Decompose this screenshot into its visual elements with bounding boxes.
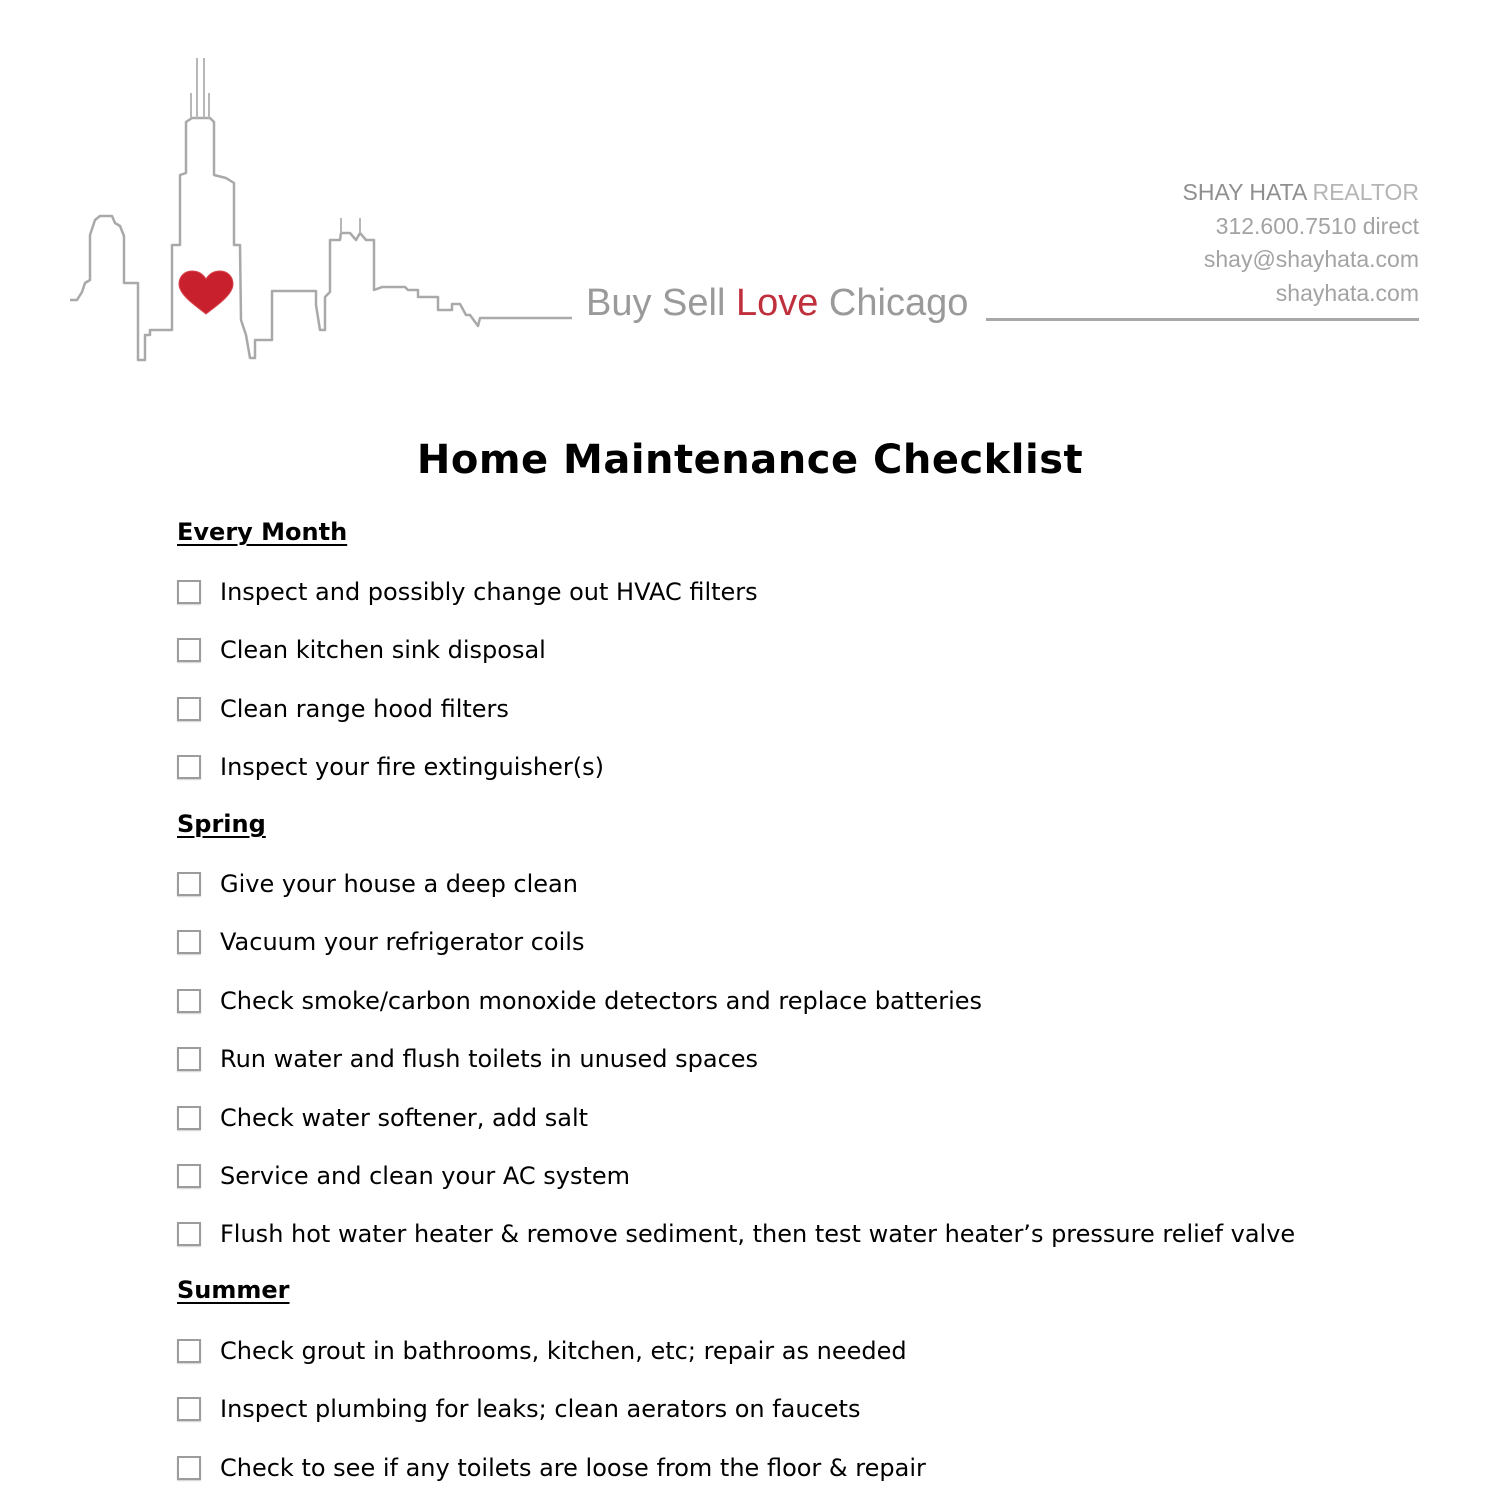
checklist-item[interactable] — [177, 1392, 860, 1426]
checkbox-icon[interactable] — [177, 989, 201, 1013]
checkbox-icon[interactable] — [177, 755, 201, 779]
checklist-item[interactable] — [177, 984, 982, 1018]
checklist-item-label: Flush hot water heater & remove sediment, then test water heater’s pressure relief valve — [220, 1220, 1296, 1249]
checklist-item[interactable] — [177, 750, 604, 784]
checkbox-icon[interactable] — [177, 1222, 201, 1246]
tagline-buy-sell: Buy Sell — [586, 282, 736, 324]
checkbox-icon[interactable] — [177, 1456, 201, 1480]
contact-email: shay@shayhata.com — [1203, 246, 1419, 272]
contact-phone: 312.600.7510 direct — [1215, 212, 1419, 239]
checklist-item[interactable] — [177, 1042, 758, 1076]
letterhead-rule — [986, 318, 1419, 321]
checklist-item-label: Clean range hood filters — [220, 694, 509, 723]
page-title: Home Maintenance Checklist — [416, 437, 1084, 483]
checklist-item-label: Clean kitchen sink disposal — [220, 636, 546, 665]
section-heading: Spring — [177, 810, 266, 838]
checklist-item[interactable] — [177, 1101, 588, 1135]
checklist-item[interactable] — [177, 1451, 926, 1485]
checklist-item[interactable] — [177, 575, 758, 609]
checklist-item[interactable] — [177, 1217, 1295, 1251]
checklist-item-label: Check to see if any toilets are loose from the floor & repair — [220, 1453, 926, 1482]
checklist-item[interactable] — [177, 925, 584, 959]
tagline — [586, 282, 968, 325]
heart-icon — [179, 271, 233, 314]
checklist-item-label: Inspect and possibly change out HVAC filters — [220, 578, 758, 606]
checklist-item-label: Service and clean your AC system — [220, 1162, 631, 1190]
checklist-item[interactable] — [177, 1159, 630, 1193]
checkbox-icon[interactable] — [177, 1047, 201, 1071]
checklist-item-label: Check grout in bathrooms, kitchen, etc; repair as needed — [220, 1337, 907, 1365]
tagline-love: Love — [735, 282, 819, 324]
contact-name: SHAY HATA — [1182, 179, 1307, 205]
checkbox-icon[interactable] — [177, 697, 201, 721]
letterhead — [0, 0, 1500, 400]
checkbox-icon[interactable] — [177, 580, 201, 604]
checklist-item-label: Inspect your fire extinguisher(s) — [220, 753, 604, 782]
checklist-item-label: Check smoke/carbon monoxide detectors and replace batteries — [220, 986, 983, 1015]
section-heading: Summer — [177, 1276, 290, 1304]
checkbox-icon[interactable] — [177, 930, 201, 954]
checklist-item-label: Check water softener, add salt — [220, 1103, 589, 1132]
tagline-chicago: Chicago — [818, 282, 969, 324]
checklist-item-label: Vacuum your refrigerator coils — [220, 928, 585, 957]
checkbox-icon[interactable] — [177, 1164, 201, 1188]
checkbox-icon[interactable] — [177, 1339, 201, 1363]
section-heading: Every Month — [177, 518, 348, 546]
checklist-item-label: Inspect plumbing for leaks; clean aerators on faucets — [220, 1395, 861, 1424]
checklist-item-label: Run water and flush toilets in unused spaces — [220, 1045, 759, 1074]
checkbox-icon[interactable] — [177, 1106, 201, 1130]
contact-block — [1183, 176, 1419, 310]
checkbox-icon[interactable] — [177, 638, 201, 662]
checklist-item[interactable] — [177, 867, 578, 901]
checkbox-icon[interactable] — [177, 872, 201, 896]
contact-role: REALTOR — [1306, 179, 1419, 205]
checklist-item[interactable] — [177, 692, 509, 726]
checklist-item[interactable] — [177, 633, 546, 667]
checklist-item-label: Give your house a deep clean — [220, 870, 578, 898]
checkbox-icon[interactable] — [177, 1397, 201, 1421]
chicago-skyline-logo-icon — [60, 40, 580, 380]
checklist-item[interactable] — [177, 1334, 907, 1368]
contact-name-line — [1183, 176, 1419, 210]
contact-website: shayhata.com — [1275, 279, 1419, 306]
